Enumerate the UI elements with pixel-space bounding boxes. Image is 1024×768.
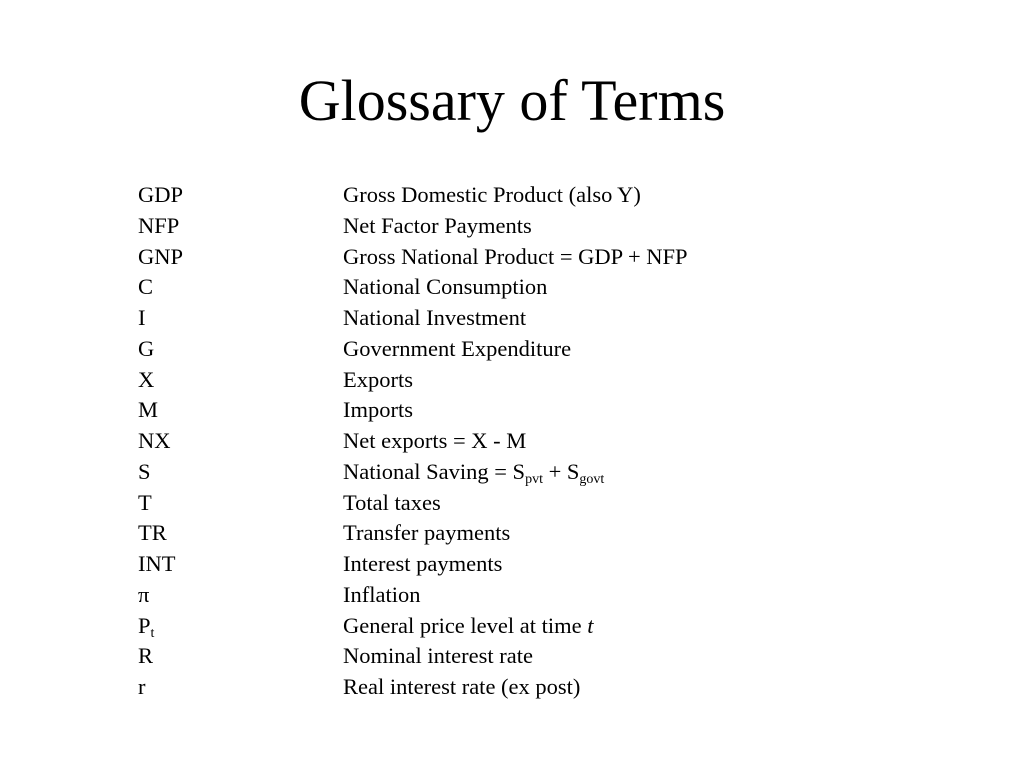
glossary-row-x xyxy=(138,365,898,396)
glossary-term: C xyxy=(138,274,154,300)
glossary-term: GNP xyxy=(138,243,184,269)
glossary-term: r xyxy=(138,674,146,699)
glossary-definition: National Investment xyxy=(343,305,527,330)
glossary-row-t xyxy=(138,488,898,519)
slide-title: Glossary of Terms xyxy=(298,68,726,133)
glossary-term: T xyxy=(138,489,152,515)
glossary-term: X xyxy=(138,366,155,392)
glossary-definition xyxy=(343,457,898,488)
glossary-definition: Real interest rate (ex post) xyxy=(343,674,581,699)
glossary-row-tr xyxy=(138,518,898,549)
glossary-term: I xyxy=(138,305,146,330)
glossary-row-gnp xyxy=(138,242,898,273)
term-text: P xyxy=(138,612,151,638)
glossary-definition: Exports xyxy=(343,366,413,392)
glossary-definition: Net Factor Payments xyxy=(343,212,532,238)
glossary-definition: Inflation xyxy=(343,581,421,607)
glossary-term: NX xyxy=(138,428,171,453)
glossary-list xyxy=(138,180,898,703)
glossary-row-pt xyxy=(138,611,898,642)
glossary-term xyxy=(138,611,343,642)
glossary-row-r-nominal xyxy=(138,641,898,672)
glossary-row-int xyxy=(138,549,898,580)
glossary-row-nx xyxy=(138,426,898,457)
glossary-row-nfp xyxy=(138,211,898,242)
subscript-t: t xyxy=(150,625,155,641)
subscript-pvt: pvt xyxy=(525,471,543,487)
glossary-definition: Net exports = X - M xyxy=(343,428,527,453)
glossary-row-m xyxy=(138,395,898,426)
glossary-definition: Nominal interest rate xyxy=(343,643,533,669)
glossary-term: G xyxy=(138,335,155,361)
glossary-definition xyxy=(343,611,898,642)
subscript-govt: govt xyxy=(579,471,605,487)
glossary-term: S xyxy=(138,458,151,484)
glossary-term: GDP xyxy=(138,182,184,207)
glossary-definition: National Consumption xyxy=(343,274,548,300)
glossary-definition: Gross Domestic Product (also Y) xyxy=(343,182,641,207)
glossary-definition: Gross National Product = GDP + NFP xyxy=(343,243,688,269)
definition-text: General price level at time xyxy=(343,612,588,638)
glossary-term: M xyxy=(138,397,159,423)
glossary-row-gdp xyxy=(138,180,898,211)
glossary-definition: Government Expenditure xyxy=(343,335,572,361)
glossary-row-pi xyxy=(138,580,898,611)
glossary-term: TR xyxy=(138,520,167,546)
italic-t: t xyxy=(587,612,594,638)
glossary-definition: Interest payments xyxy=(343,551,503,576)
definition-text: National Saving = S xyxy=(343,458,526,484)
glossary-definition: Total taxes xyxy=(343,489,441,515)
glossary-term: NFP xyxy=(138,212,180,238)
glossary-row-r-real xyxy=(138,672,898,703)
glossary-term: π xyxy=(138,581,150,607)
definition-text: + S xyxy=(542,458,580,484)
glossary-term: INT xyxy=(138,551,176,576)
glossary-definition: Transfer payments xyxy=(343,520,511,546)
glossary-row-c xyxy=(138,272,898,303)
glossary-definition: Imports xyxy=(343,397,413,423)
glossary-row-g xyxy=(138,334,898,365)
glossary-row-s xyxy=(138,457,898,488)
glossary-term: R xyxy=(138,643,154,669)
glossary-row-i xyxy=(138,303,898,334)
